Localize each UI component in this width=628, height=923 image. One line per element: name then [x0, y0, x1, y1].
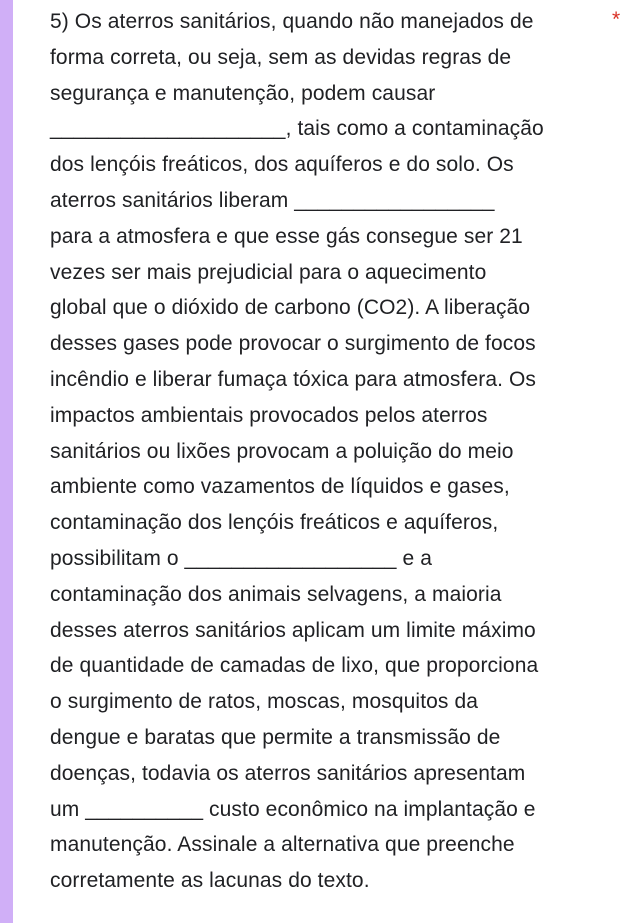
question-line: 5) Os aterros sanitários, quando não manejados de [50, 10, 534, 33]
question-line: forma correta, ou seja, sem as devidas regras de [50, 45, 512, 69]
question-text [50, 4, 606, 899]
question-line: possibilitam o __________________ e a [50, 546, 433, 570]
question-line: segurança e manutenção, podem causar [50, 81, 436, 105]
question-line: sanitários ou lixões provocam a poluição do meio [50, 439, 514, 463]
question-line: global que o dióxido de carbono (CO2). A liberação [50, 296, 531, 320]
question-line: ____________________, tais como a contaminação [50, 117, 544, 141]
question-line: manutenção. Assinale a alternativa que preenche [50, 833, 515, 857]
question-line: ambiente como vazamentos de líquidos e gases, [50, 475, 510, 499]
question-line: contaminação dos animais selvagens, a maioria [50, 582, 502, 606]
question-line: um __________ custo econômico na implantação e [50, 797, 536, 821]
question-line: aterros sanitários liberam _________________ [50, 188, 495, 212]
question-line: impactos ambientais provocados pelos aterros [50, 403, 488, 427]
question-line: contaminação dos lençóis freáticos e aquíferos, [50, 511, 499, 535]
question-line: de quantidade de camadas de lixo, que proporciona [50, 654, 539, 678]
question-line: vezes ser mais prejudicial para o aquecimento [50, 260, 487, 284]
question-line: dos lençóis freáticos, dos aquíferos e do solo. Os [50, 153, 514, 177]
question-line: doenças, todavia os aterros sanitários apresentam [50, 761, 526, 785]
question-line: incêndio e liberar fumaça tóxica para atmosfera. Os [50, 367, 536, 391]
question-line: para a atmosfera e que esse gás consegue ser 21 [50, 224, 523, 248]
question-accent-bar [0, 0, 13, 923]
question-line: desses gases pode provocar o surgimento de focos [50, 332, 536, 356]
question-line: corretamente as lacunas do texto. [50, 869, 370, 893]
question-line: desses aterros sanitários aplicam um limite máximo [50, 618, 536, 642]
question-line: o surgimento de ratos, moscas, mosquitos da [50, 690, 479, 714]
question-line: dengue e baratas que permite a transmissão de [50, 725, 501, 749]
required-asterisk: * [612, 8, 621, 31]
